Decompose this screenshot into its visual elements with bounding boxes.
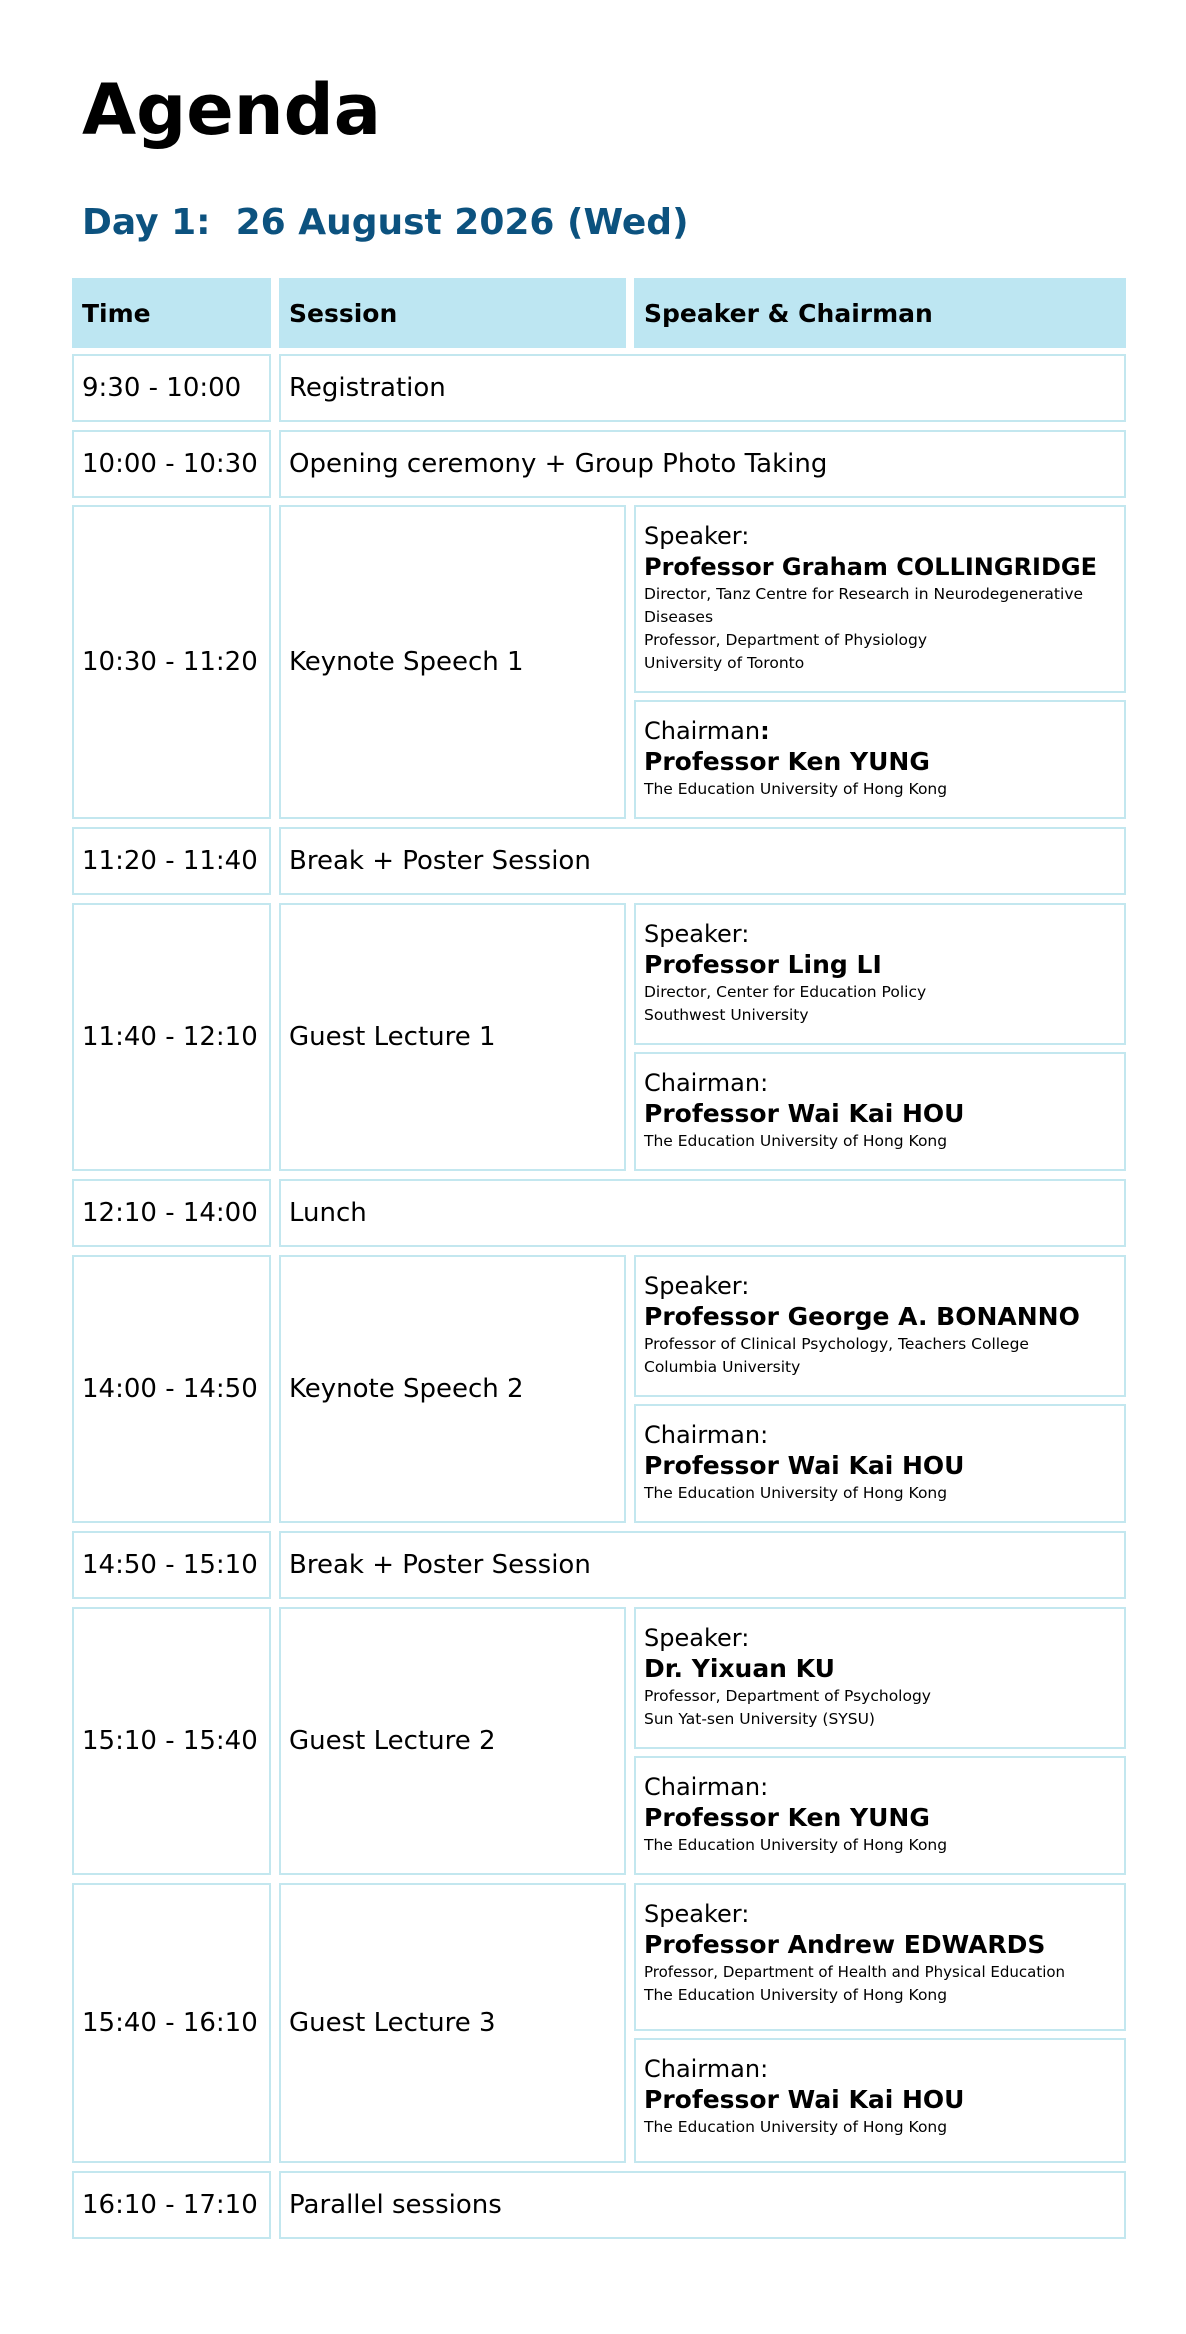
chairman-role-label: Chairman: bbox=[644, 717, 770, 745]
chairman-role-label: Chairman: bbox=[644, 2055, 769, 2083]
chairman-cell bbox=[634, 2038, 1126, 2163]
session-cell: Guest Lecture 1 bbox=[279, 903, 626, 1171]
speaker-cell bbox=[634, 505, 1126, 693]
session-cell: Keynote Speech 1 bbox=[279, 505, 626, 819]
session-cell: Registration bbox=[279, 354, 1126, 422]
chairman-name: Professor Wai Kai HOU bbox=[644, 1099, 965, 1128]
speaker-affiliation-line: Professor of Clinical Psychology, Teachers College bbox=[644, 1335, 1029, 1353]
speaker-cell bbox=[634, 1607, 1126, 1749]
chairman-affiliation-line: The Education University of Hong Kong bbox=[644, 2118, 948, 2136]
speaker-affiliation-line: Director, Center for Education Policy bbox=[644, 983, 927, 1001]
chairman-affiliation-line: The Education University of Hong Kong bbox=[644, 1132, 948, 1150]
speaker-role-label: Speaker: bbox=[644, 1624, 750, 1652]
session-cell: Opening ceremony + Group Photo Taking bbox=[279, 430, 1126, 498]
speaker-cell bbox=[634, 903, 1126, 1045]
session-cell: Lunch bbox=[279, 1179, 1126, 1247]
session-cell: Break + Poster Session bbox=[279, 1531, 1126, 1599]
time-cell: 16:10 - 17:10 bbox=[72, 2171, 271, 2239]
chairman-cell bbox=[634, 1052, 1126, 1171]
chairman-role-label: Chairman: bbox=[644, 1421, 769, 1449]
speaker-cell bbox=[634, 1883, 1126, 2031]
session-cell: Guest Lecture 2 bbox=[279, 1607, 626, 1875]
speaker-affiliation-line: Southwest University bbox=[644, 1006, 809, 1024]
speaker-name: Professor George A. BONANNO bbox=[644, 1302, 1080, 1331]
session-cell: Break + Poster Session bbox=[279, 827, 1126, 895]
chairman-cell bbox=[634, 700, 1126, 819]
speaker-role-label: Speaker: bbox=[644, 522, 750, 550]
speaker-cell bbox=[634, 1255, 1126, 1397]
chairman-affiliation-line: The Education University of Hong Kong bbox=[644, 780, 948, 798]
chairman-cell bbox=[634, 1404, 1126, 1523]
speaker-affiliation-line: Sun Yat-sen University (SYSU) bbox=[644, 1710, 875, 1728]
chairman-name: Professor Ken YUNG bbox=[644, 1803, 930, 1832]
chairman-role-label: Chairman: bbox=[644, 1069, 769, 1097]
day-heading: Day 1: 26 August 2026 (Wed) bbox=[82, 202, 689, 243]
time-cell: 9:30 - 10:00 bbox=[72, 354, 271, 422]
time-cell: 14:50 - 15:10 bbox=[72, 1531, 271, 1599]
speaker-affiliation-line: Professor, Department of Psychology bbox=[644, 1687, 931, 1705]
chairman-role-label: Chairman: bbox=[644, 1773, 769, 1801]
speaker-affiliation-line: Professor, Department of Physiology bbox=[644, 631, 928, 649]
speaker-affiliation-line: Director, Tanz Centre for Research in Neurodegenerative bbox=[644, 585, 1084, 603]
chairman-affiliation-line: The Education University of Hong Kong bbox=[644, 1836, 948, 1854]
time-cell: 11:20 - 11:40 bbox=[72, 827, 271, 895]
speaker-affiliation-line: Diseases bbox=[644, 608, 714, 626]
speaker-affiliation-line: Columbia University bbox=[644, 1358, 801, 1376]
header-time: Time bbox=[72, 278, 271, 348]
session-cell: Keynote Speech 2 bbox=[279, 1255, 626, 1523]
chairman-name: Professor Ken YUNG bbox=[644, 747, 930, 776]
time-cell: 10:30 - 11:20 bbox=[72, 505, 271, 819]
time-cell: 15:10 - 15:40 bbox=[72, 1607, 271, 1875]
time-cell: 11:40 - 12:10 bbox=[72, 903, 271, 1171]
speaker-role-label: Speaker: bbox=[644, 920, 750, 948]
speaker-affiliation-line: Professor, Department of Health and Physical Education bbox=[644, 1963, 1066, 1981]
header-session: Session bbox=[279, 278, 626, 348]
page-title: Agenda bbox=[82, 69, 381, 151]
header-speaker-chairman: Speaker & Chairman bbox=[634, 278, 1126, 348]
session-cell: Parallel sessions bbox=[279, 2171, 1126, 2239]
speaker-affiliation-line: University of Toronto bbox=[644, 654, 805, 672]
time-cell: 14:00 - 14:50 bbox=[72, 1255, 271, 1523]
speaker-name: Professor Graham COLLINGRIDGE bbox=[644, 553, 1097, 581]
chairman-name: Professor Wai Kai HOU bbox=[644, 2085, 965, 2114]
speaker-affiliation-line: The Education University of Hong Kong bbox=[644, 1986, 948, 2004]
speaker-role-label: Speaker: bbox=[644, 1900, 750, 1928]
speaker-name: Professor Ling LI bbox=[644, 950, 882, 979]
time-cell: 12:10 - 14:00 bbox=[72, 1179, 271, 1247]
chairman-name: Professor Wai Kai HOU bbox=[644, 1451, 965, 1480]
session-cell: Guest Lecture 3 bbox=[279, 1883, 626, 2163]
speaker-name: Dr. Yixuan KU bbox=[644, 1654, 835, 1683]
chairman-affiliation-line: The Education University of Hong Kong bbox=[644, 1484, 948, 1502]
time-cell: 15:40 - 16:10 bbox=[72, 1883, 271, 2163]
time-cell: 10:00 - 10:30 bbox=[72, 430, 271, 498]
speaker-role-label: Speaker: bbox=[644, 1272, 750, 1300]
speaker-name: Professor Andrew EDWARDS bbox=[644, 1930, 1046, 1959]
chairman-cell bbox=[634, 1756, 1126, 1875]
